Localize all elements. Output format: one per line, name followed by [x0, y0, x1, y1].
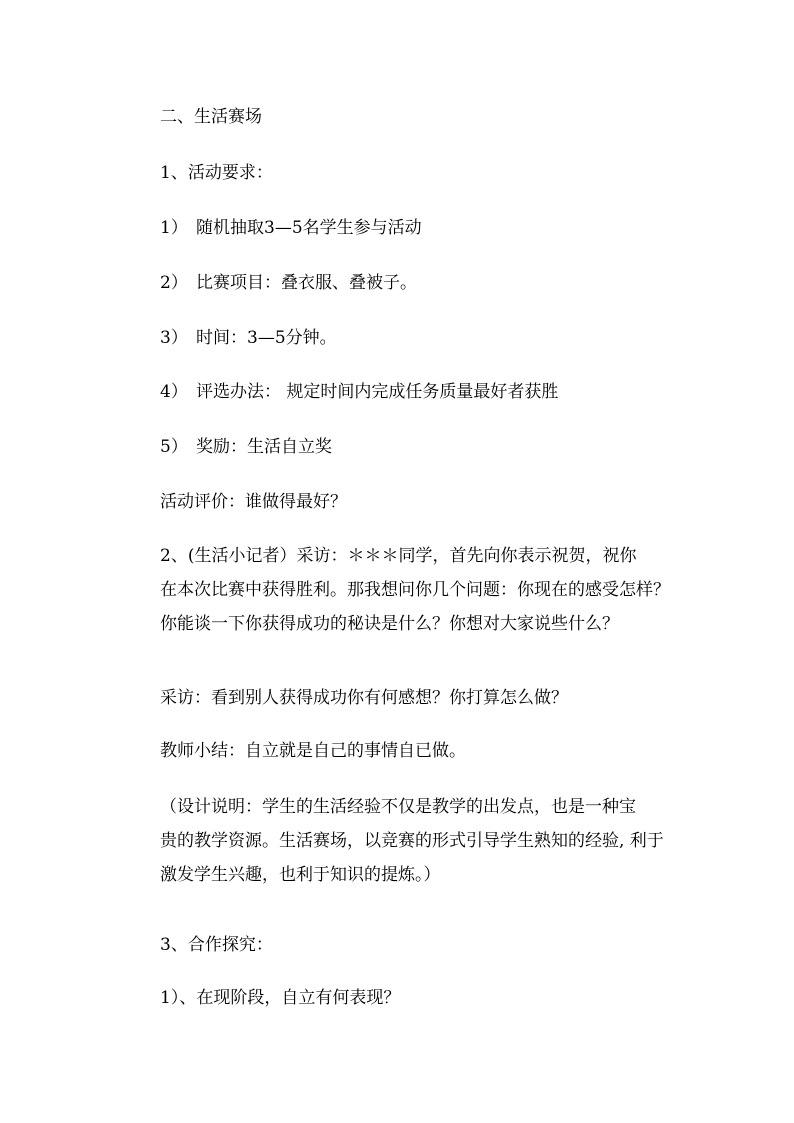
paragraph-line: 激发学生兴趣，也利于知识的提炼。）: [160, 865, 441, 885]
section-heading: 二、生活赛场: [160, 107, 262, 127]
list-item: [160, 218, 422, 238]
paragraph-line: 贵的教学资源。生活赛场，以竞赛的形式引导学生熟知的经验, 利于: [160, 831, 664, 851]
list-item-text: 时间：3—5分钟。: [196, 328, 337, 348]
list-item: [160, 273, 417, 293]
paragraph-line: 你能谈一下你获得成功的秘诀是什么？你想对大家说些什么？: [160, 614, 619, 634]
activity-requirements: 1、活动要求：: [160, 163, 273, 183]
list-item-number: 3）: [160, 328, 188, 348]
design-note-paragraph: [160, 797, 664, 899]
list-item-number: 1）: [160, 218, 188, 238]
list-item: [160, 382, 558, 402]
list-item: [160, 328, 337, 348]
list-item-text: 比赛项目：叠衣服、叠被子。: [196, 273, 417, 293]
list-item-text: 奖励：生活自立奖: [196, 437, 332, 457]
teacher-summary: 教师小结：自立就是自己的事情自已做。: [160, 741, 466, 761]
interview-paragraph: [160, 546, 670, 648]
list-item-number: 2）: [160, 273, 188, 293]
list-item-number: 4）: [160, 382, 188, 402]
question-1: 1）、在现阶段，自立有何表现？: [160, 988, 401, 1008]
activity-evaluation: 活动评价：谁做得最好？: [160, 492, 347, 512]
cooperative-inquiry: 3、合作探究：: [160, 935, 273, 955]
paragraph-line: 在本次比赛中获得胜利。那我想问你几个问题：你现在的感受怎样？: [160, 580, 670, 600]
list-item-text: 随机抽取3—5名学生参与活动: [196, 218, 422, 238]
paragraph-line: 2、(生活小记者）采访：＊＊＊同学，首先向你表示祝贺，祝你: [160, 546, 637, 566]
list-item: [160, 437, 332, 457]
list-item-number: 5）: [160, 437, 188, 457]
interview-followup: 采访：看到别人获得成功你有何感想？你打算怎么做？: [160, 688, 568, 708]
paragraph-line: （设计说明：学生的生活经验不仅是教学的出发点，也是一种宝: [160, 797, 636, 817]
list-item-text: 评选办法： 规定时间内完成任务质量最好者获胜: [196, 382, 559, 402]
